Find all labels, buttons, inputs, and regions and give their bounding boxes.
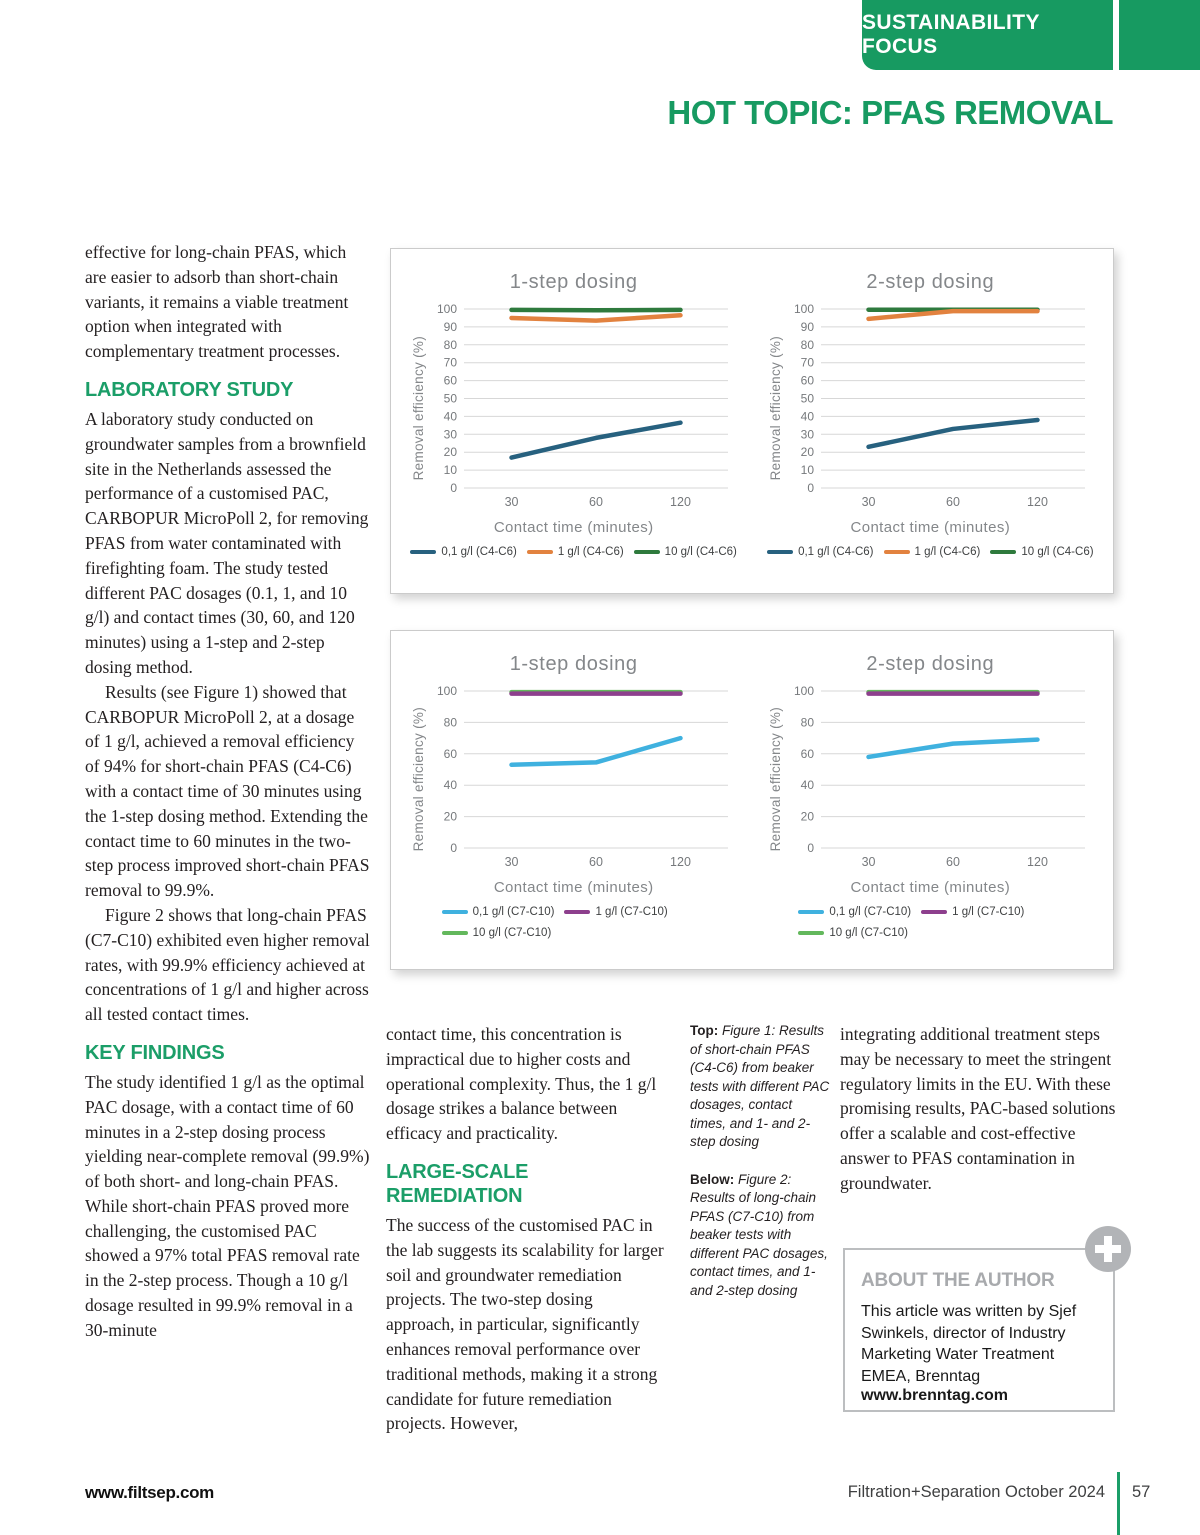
chart-legend: [767, 546, 1093, 558]
svg-text:100: 100: [793, 684, 814, 698]
svg-text:60: 60: [589, 495, 604, 509]
legend-item: [798, 927, 908, 939]
svg-text:60: 60: [800, 373, 814, 388]
legend-label: 0,1 g/l (C7-C10): [472, 906, 555, 918]
svg-text:10: 10: [443, 463, 458, 478]
svg-text:50: 50: [800, 391, 814, 406]
legend-label: 0,1 g/l (C4-C6): [798, 546, 874, 558]
y-axis-label: Removal efficiency (%): [767, 336, 783, 481]
chart-svg: [785, 682, 1093, 872]
legend-item: [442, 906, 555, 918]
svg-text:30: 30: [443, 427, 458, 442]
svg-text:0: 0: [807, 481, 814, 495]
svg-text:90: 90: [443, 319, 458, 334]
x-axis-label: Contact time (minutes): [493, 519, 654, 536]
svg-text:80: 80: [443, 715, 458, 730]
svg-text:0: 0: [450, 841, 458, 855]
svg-text:30: 30: [861, 495, 876, 509]
section-heading-laboratory-study: LABORATORY STUDY: [85, 378, 294, 401]
figure2-1step-chart: [400, 645, 748, 969]
legend-swatch: [634, 550, 660, 554]
svg-text:60: 60: [443, 373, 458, 388]
figure1-1step-chart: [400, 263, 748, 593]
chart-svg: [785, 300, 1093, 512]
paragraph: Figure 2 shows that long-chain PFAS (C7-C10) exhibited even higher removal rates, with 99.9% efficiency achieved at concentrations of 1 g/l and higher across all tested contact times.: [85, 904, 370, 1025]
legend-label: 1 g/l (C7-C10): [952, 906, 1025, 918]
about-the-author-box: [843, 1248, 1115, 1412]
svg-text:30: 30: [504, 855, 519, 869]
svg-text:40: 40: [443, 778, 458, 793]
legend-swatch: [442, 910, 468, 914]
article-column-2: [386, 1022, 664, 1436]
legend-swatch: [798, 910, 824, 914]
caption-text: Figure 1: Results of short-chain PFAS (C4-C6) from beaker tests with different PAC dosages, contact times, and 1- and 2-step dosing: [690, 1023, 830, 1149]
svg-text:70: 70: [800, 355, 814, 370]
svg-text:100: 100: [793, 302, 814, 316]
svg-text:80: 80: [800, 715, 814, 730]
legend-label: 10 g/l (C7-C10): [829, 927, 908, 939]
paragraph: A laboratory study conducted on groundwater samples from a brownfield site in the Netherlands assessed the performance of a customised PAC, CARBOPUR MicroPoll 2, for removing PFAS from water contaminated with firefighting foam. The study tested different PAC dosages (0.1, 1, and 10 g/l) and contact times (30, 60, and 120 minutes) using a 1-step and 2-step dosing method.: [85, 408, 369, 677]
legend-item: [884, 546, 981, 558]
chart-plot: [785, 300, 1093, 517]
legend-swatch: [564, 910, 590, 914]
svg-text:40: 40: [800, 778, 814, 793]
paragraph: Results (see Figure 1) showed that CARBOPUR MicroPoll 2, at a dosage of 1 g/l, achieved a removal efficiency of 94% for short-chain PFAS (C4-C6) with a contact time of 30 minutes using the 1-step dosing method. Extending the contact time to 60 minutes in the two-step process improved short-chain PFAS removal to 99.9%.: [85, 681, 370, 901]
chart-plot: [428, 300, 736, 517]
legend-item: [634, 546, 737, 558]
sustainability-focus-banner: [862, 0, 1113, 70]
chart-legend: [442, 906, 742, 939]
paragraph: contact time, this concentration is impractical due to higher costs and operational complexity. Thus, the 1 g/l dosage strikes a balance between efficacy and practicality.: [386, 1024, 657, 1144]
svg-text:0: 0: [807, 841, 814, 855]
svg-text:40: 40: [800, 409, 814, 424]
svg-text:20: 20: [443, 809, 458, 824]
caption-label: Top:: [690, 1023, 719, 1038]
svg-text:70: 70: [443, 355, 458, 370]
chart-title: 1-step dosing: [509, 653, 638, 675]
svg-text:120: 120: [670, 855, 692, 869]
paragraph: effective for long-chain PFAS, which are easier to adsorb than short-chain variants, it remains a viable treatment option when integrated with complementary treatment processes.: [85, 242, 349, 362]
section-heading-key-findings: KEY FINDINGS: [85, 1041, 225, 1064]
figure-1-panel: [390, 248, 1114, 594]
author-box-heading: ABOUT THE AUTHOR: [861, 1270, 1055, 1291]
legend-label: 0,1 g/l (C7-C10): [829, 906, 912, 918]
legend-swatch: [527, 550, 553, 554]
svg-text:60: 60: [945, 855, 960, 869]
legend-swatch: [921, 910, 947, 914]
svg-text:80: 80: [443, 337, 458, 352]
y-axis-label: Removal efficiency (%): [767, 707, 783, 852]
legend-swatch: [442, 931, 468, 935]
article-column-3: [840, 1022, 1120, 1196]
x-axis-label: Contact time (minutes): [493, 879, 654, 896]
svg-text:20: 20: [800, 809, 814, 824]
svg-text:0: 0: [450, 481, 458, 495]
banner-label: SUSTAINABILITY FOCUS: [862, 11, 1040, 58]
section-heading-large-scale-remediation: LARGE-SCALE REMEDIATION: [386, 1160, 529, 1207]
figure1-2step-chart: [756, 263, 1104, 593]
footer-publication-name: Filtration+Separation October 2024: [847, 1483, 1105, 1501]
chart-svg: [428, 300, 736, 512]
figure-2-panel: [390, 630, 1114, 970]
legend-label: 10 g/l (C7-C10): [472, 927, 552, 939]
svg-text:30: 30: [800, 427, 814, 442]
svg-text:80: 80: [800, 337, 814, 352]
legend-label: 10 g/l (C4-C6): [664, 546, 737, 558]
legend-label: 10 g/l (C4-C6): [1021, 546, 1094, 558]
chart-title: 1-step dosing: [509, 271, 638, 293]
legend-item: [990, 546, 1093, 558]
svg-text:60: 60: [800, 746, 814, 761]
legend-label: 0,1 g/l (C4-C6): [441, 546, 517, 558]
svg-text:120: 120: [670, 495, 692, 509]
legend-label: 1 g/l (C4-C6): [557, 546, 624, 558]
svg-text:40: 40: [443, 409, 458, 424]
article-column-1: [85, 240, 371, 1343]
legend-swatch: [990, 550, 1016, 554]
svg-text:30: 30: [861, 855, 876, 869]
page-title: HOT TOPIC: PFAS REMOVAL: [667, 94, 1113, 131]
chart-svg: [428, 682, 736, 872]
paragraph: integrating additional treatment steps may be necessary to meet the stringent regulatory limits in the EU. With these promising results, PAC-based solutions offer a scalable and cost-effective answer to PFAS contamination in groundwater.: [840, 1024, 1116, 1193]
svg-text:60: 60: [589, 855, 604, 869]
legend-item: [410, 546, 516, 558]
svg-text:90: 90: [800, 319, 814, 334]
svg-text:60: 60: [945, 495, 960, 509]
paragraph: The success of the customised PAC in the lab suggests its scalability for larger soil and groundwater remediation projects. The two-step dosing approach, in particular, significantly enhances removal performance over traditional methods, making it a strong candidate for future remediation projects. However,: [386, 1214, 664, 1434]
svg-text:20: 20: [443, 445, 458, 460]
y-axis-label: Removal efficiency (%): [411, 707, 427, 852]
legend-swatch: [798, 931, 824, 935]
caption-label: Below:: [690, 1171, 735, 1187]
svg-text:100: 100: [437, 302, 458, 316]
x-axis-label: Contact time (minutes): [850, 519, 1011, 536]
chart-plot: [428, 682, 736, 877]
svg-text:120: 120: [1026, 855, 1048, 869]
svg-text:50: 50: [443, 391, 458, 406]
chart-legend: [798, 906, 1098, 939]
author-box-text: This article was written by Sjef Swinkels, director of Industry Marketing Water Treatment EMEA, Brenntag: [861, 1303, 1077, 1385]
legend-item: [527, 546, 624, 558]
legend-swatch: [410, 550, 436, 554]
legend-label: 1 g/l (C7-C10): [595, 906, 668, 918]
legend-swatch: [884, 550, 910, 554]
figure-2-caption: [690, 1171, 830, 1301]
svg-text:10: 10: [800, 463, 814, 478]
chart-title: 2-step dosing: [866, 271, 995, 293]
author-website-link[interactable]: www.brenntag.com: [861, 1387, 1008, 1404]
svg-text:100: 100: [437, 684, 458, 698]
banner-side-block: [1119, 0, 1200, 70]
plus-icon[interactable]: [1085, 1226, 1131, 1272]
x-axis-label: Contact time (minutes): [850, 879, 1011, 896]
svg-text:20: 20: [800, 445, 814, 460]
figure-captions: [690, 1022, 830, 1319]
legend-item: [564, 906, 667, 918]
legend-label: 1 g/l (C4-C6): [914, 546, 981, 558]
figure2-2step-chart: [756, 645, 1104, 969]
legend-swatch: [767, 550, 793, 554]
chart-legend: [410, 546, 736, 558]
svg-text:120: 120: [1026, 495, 1048, 509]
footer-website-link[interactable]: www.filtsep.com: [85, 1483, 215, 1502]
legend-item: [921, 906, 1024, 918]
y-axis-label: Removal efficiency (%): [411, 336, 427, 481]
paragraph: The study identified 1 g/l as the optimal PAC dosage, with a contact time of 60 minutes in a 2-step dosing process yielding near-complete removal (99.9%) of both short- and long-chain PFAS. While short-chain PFAS proved more challenging, the customised PAC showed a 97% total PFAS removal rate in the 2-step process. Though a 10 g/l dosage resulted in 99.9% removal in a 30-minute: [85, 1071, 370, 1340]
svg-text:60: 60: [443, 746, 458, 761]
legend-item: [798, 906, 911, 918]
chart-plot: [785, 682, 1093, 877]
footer-page-number: 57: [1132, 1483, 1151, 1501]
figure-1-caption: [690, 1022, 830, 1152]
caption-text: Figure 2: Results of long-chain PFAS (C7-C10) from beaker tests with different PAC dosages, contact times, and 1- and 2-step dosing: [690, 1171, 828, 1298]
footer-divider-bar: [1117, 1472, 1120, 1535]
chart-title: 2-step dosing: [866, 653, 995, 675]
legend-item: [767, 546, 873, 558]
svg-text:30: 30: [504, 495, 519, 509]
legend-item: [442, 927, 552, 939]
